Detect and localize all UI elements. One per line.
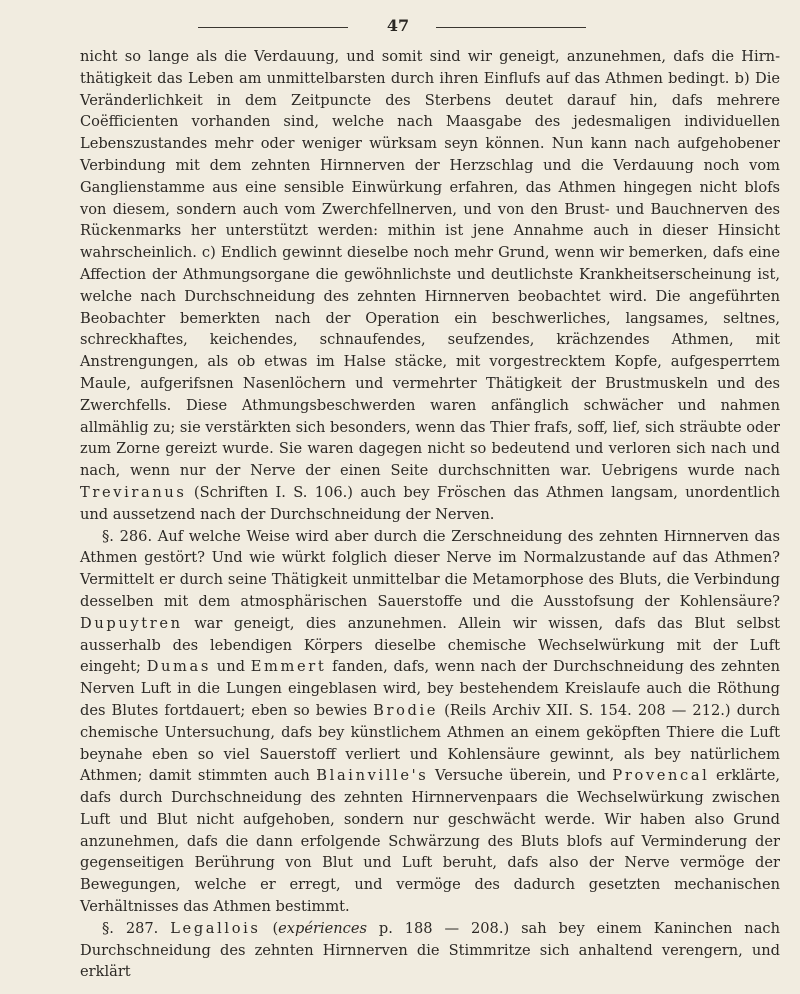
text-segment: (Reils Archiv XII. S. 154. 208 — 212.) durch chemische Untersuchung, dafs bey künstlichem Athmen an einem geköpften Thiere die Luft beynahe eben so viel Sauerstoff verliert und Kohlensäure gewinnt, als bey natürlichem Athmen; damit stimmten auch xyxy=(80,701,780,785)
text-segment: fanden, dafs, wenn nach der Durchschneidung des zehnten Nerven Luft in die Lungen eingeblasen wird, bey bestehendem Kreislaufe auch die Röthung des Blutes fortdauert; eben so bewies xyxy=(80,658,780,719)
text-segment: (Schriften I. S. 106.) auch bey Fröschen das Athmen langsam, unordentlich und aussetzend nach der Durchschneidung der Nerven. xyxy=(80,483,780,523)
text-segment: §. 286. Auf welche Weise wird aber durch die Zerschneidung des zehnten Hirnnerven das Athmen gestört? Und wie würkt folglich dieser Nerve im Normalzustande auf das Athmen? Vermittelt er durch seine Thätigkeit unmittelbar die Metamorphose des Bluts, die Verbindung desselben mit dem atmosphärischen Sauerstoffe und die Ausstofsung der Kohlensäure? xyxy=(80,527,780,610)
paragraph-2 xyxy=(80,526,780,918)
text-segment: p. 188 — 208.) sah bey einem Kaninchen nach Durchschneidung des zehnten Hirnnerven die Stimmritze sich anhaltend verengern, und erklärt xyxy=(80,919,780,981)
italic-text: expériences xyxy=(278,919,367,937)
text-segment: ( xyxy=(260,919,279,937)
paragraph-1 xyxy=(80,46,780,526)
author-name: Brodie xyxy=(373,701,439,719)
text-segment: nicht so lange als die Verdauung, und somit sind wir geneigt, anzunehmen, dafs die Hirn-thätigkeit das Leben am unmittelbarsten durch ihren Einflufs auf das Athmen bedingt. b) Die Veränderlichkeit in dem Zeitpuncte des Sterbens deutet darauf hin, dafs mehrere Coëfficienten vorhanden sind, welche nach Maasgabe des jedesmaligen individuellen Lebenszustandes mehr oder weniger würksam seyn können. Nun kann nach aufgehobener Verbindung mit dem zehnten Hirnnerven der Herzschlag und die Verdauung noch vom Ganglienstamme aus eine sensible Einwürkung erfahren, das Athmen hingegen nicht blofs von diesem, sondern auch vom Zwerchfellnerven, und von den Brust- und Bauchnerven des Rückenmarks her unterstützt werden: mithin ist jene Annahme auch in dieser Hinsicht wahrscheinlich. c) Endlich gewinnt dieselbe noch mehr Grund, wenn wir bemerken, dafs eine Affection der Athmungsorgane die gewöhnlichste und deutlichste Krankheitserscheinung ist, welche nach Durchschneidung des zehnten Hirnnerven beobachtet wird. Die angeführten Beobachter bemerkten nach der Operation ein beschwerliches, langsames, seltnes, schreckhaftes, keichendes, schnaufendes, seufzendes, krächzendes Athmen, mit Anstrengungen, als ob etwas im Halse stäcke, mit vorgestrecktem Kopfe, aufgesperrtem Maule, aufgerifsnen Nasenlöchern und vermehrter Thätigkeit der Brustmuskeln und des Zwerchfells. Diese Athmungsbeschwerden waren anfänglich schwächer und nahmen allmählig zu; sie verstärkten sich besonders, wenn das Thier frafs, soff, lief, sich sträubte oder zum Zorne gereizt wurde. Sie waren dagegen nicht so bedeutend und verloren sich nach und nach, wenn nur der Nerve der einen Seite durchschnitten war. Uebrigens wurde nach xyxy=(80,48,780,480)
text-segment: Versuche überein, und xyxy=(428,767,613,785)
author-name: Emmert xyxy=(250,658,327,676)
paragraph-3 xyxy=(80,918,780,983)
header-rule-right xyxy=(436,27,586,28)
author-name: Legallois xyxy=(170,919,261,937)
text-segment: §. 287. xyxy=(102,919,171,937)
author-name: Dupuytren xyxy=(80,614,183,632)
author-name: Dumas xyxy=(146,658,211,676)
text-segment: erklärte, dafs durch Durchschneidung des zehnten Hirnnervenpaars die Wechselwürkung zwischen Luft und Blut nicht aufgehoben, sondern nur geschwächt werde. Wir haben also Grund anzunehmen, dafs die dann erfolgende Schwärzung des Bluts blofs auf Verminderung der gegenseitigen Berührung von Blut und Luft beruht, dafs also der Nerve vermöge der Bewegungen, welche er erregt, und vermöge des dadurch gesetzten mechanischen Verhältnisses das Athmen bestimmt. xyxy=(80,767,780,916)
text-segment: war geneigt, dies anzunehmen. Allein wir wissen, dafs das Blut selbst ausserhalb des lebendigen Körpers dieselbe chemische Wechselwürkung mit der Luft eingeht; xyxy=(80,614,780,676)
page-number: 47 xyxy=(386,16,410,35)
author-name: Treviranus xyxy=(80,483,187,501)
author-name: Provencal xyxy=(612,767,710,785)
header-rule-left xyxy=(198,27,348,28)
body-text xyxy=(80,46,780,983)
page-header xyxy=(0,16,800,40)
text-segment: und xyxy=(210,658,251,676)
author-name: Blainville's xyxy=(316,767,429,785)
